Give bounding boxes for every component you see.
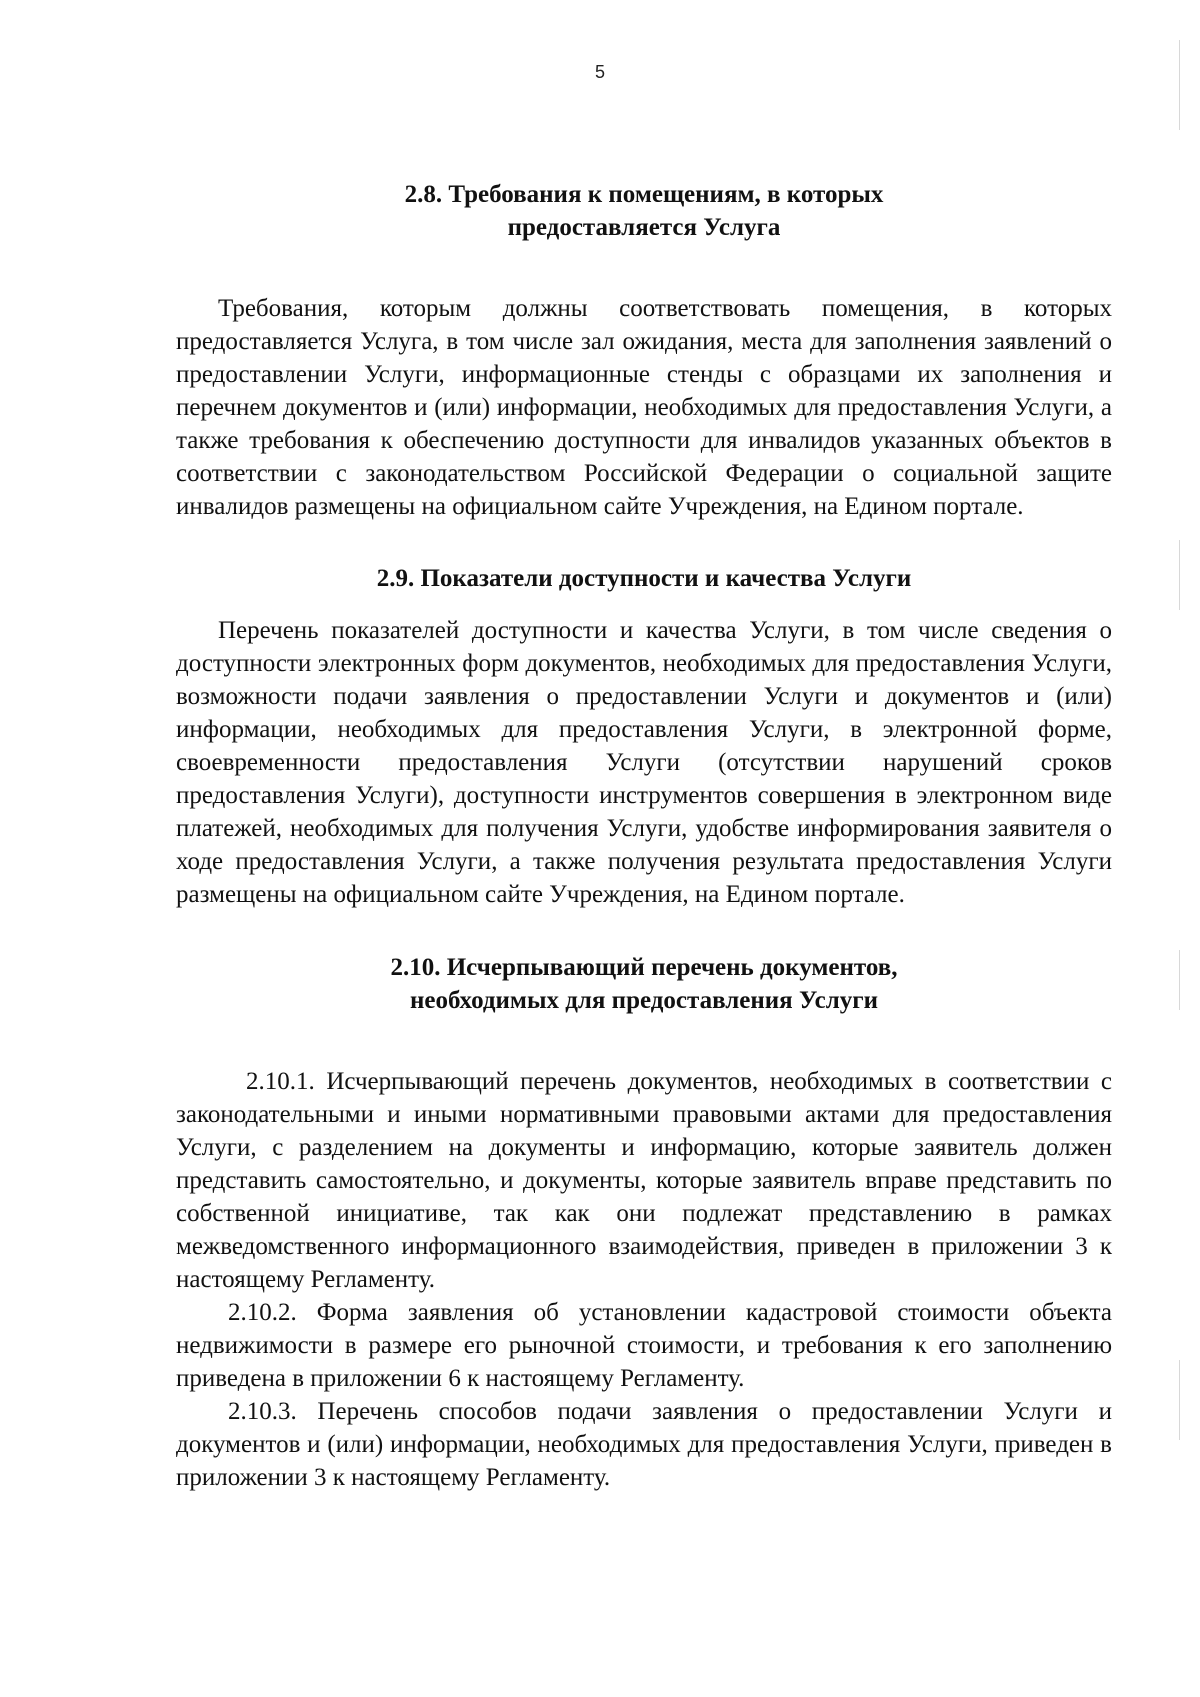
- section-2-10-title: [176, 951, 1112, 1017]
- page-number: 5: [594, 62, 605, 82]
- scan-edge-mark: [1179, 950, 1180, 1010]
- clause-2-10-2: 2.10.2. Форма заявления об установлении кадастровой стоимости объекта недвижимости в размере его рыночной стоимости, и требования к его заполнению приведена в приложении 6 к настоящему Регламенту.: [176, 1299, 1112, 1392]
- section-2-9-title: [176, 562, 1112, 595]
- section-2-8-paragraph: Требования, которым должны соответствовать помещения, в которых предоставляется Услуга, в том числе зал ожидания, места для заполнения заявлений о предоставлении Услуги, информационные стенды с образцами их заполнения и перечнем документов и (или) информации, необходимых для предоставления Услуги, а также требования к обеспечению доступности для инвалидов указанных объектов в соответствии с законодательством Российской Федерации о социальной защите инвалидов размещены на официальном сайте Учреждения, на Едином портале.: [176, 295, 1112, 520]
- section-2-9-paragraph: Перечень показателей доступности и качества Услуги, в том числе сведения о доступности электронных форм документов, необходимых для предоставления Услуги, возможности подачи заявления о предоставлении Услуги и документов и (или) информации, необходимых для предоставления Услуги, в электронной форме, своевременности предоставления Услуги (отсутствии нарушений сроков предоставления Услуги), доступности инструментов совершения в электронном виде платежей, необходимых для получения Услуги, удобстве информирования заявителя о ходе предоставления Услуги, а также получения результата предоставления Услуги размещены на официальном сайте Учреждения, на Едином портале.: [176, 617, 1112, 908]
- clause-2-10-1: 2.10.1. Исчерпывающий перечень документов, необходимых в соответствии с законодательными и иными нормативными правовыми актами для предоставления Услуги, с разделением на документы и информацию, которые заявитель должен представить самостоятельно, и документы, которые заявитель вправе представить по собственной инициативе, так как они подлежат представлению в рамках межведомственного информационного взаимодействия, приведен в приложении 3 к настоящему Регламенту.: [176, 1068, 1112, 1293]
- section-title-line: необходимых для предоставления Услуги: [410, 987, 878, 1014]
- section-2-8-title: [176, 178, 1112, 244]
- clause-2-10-3: 2.10.3. Перечень способов подачи заявления о предоставлении Услуги и документов и (или) информации, необходимых для предоставления Услуги, приведен в приложении 3 к настоящему Регламенту.: [176, 1398, 1112, 1491]
- scan-edge-mark: [1179, 1360, 1180, 1440]
- section-title-line: 2.8. Требования к помещениям, в которых: [404, 181, 884, 208]
- section-title-line: 2.9. Показатели доступности и качества Услуги: [376, 565, 912, 592]
- document-body: [176, 178, 1112, 1494]
- section-title-line: 2.10. Исчерпывающий перечень документов,: [390, 954, 898, 981]
- scan-edge-mark: [1179, 540, 1180, 610]
- scan-edge-mark: [1179, 40, 1180, 130]
- section-title-line: предоставляется Услуга: [507, 214, 781, 241]
